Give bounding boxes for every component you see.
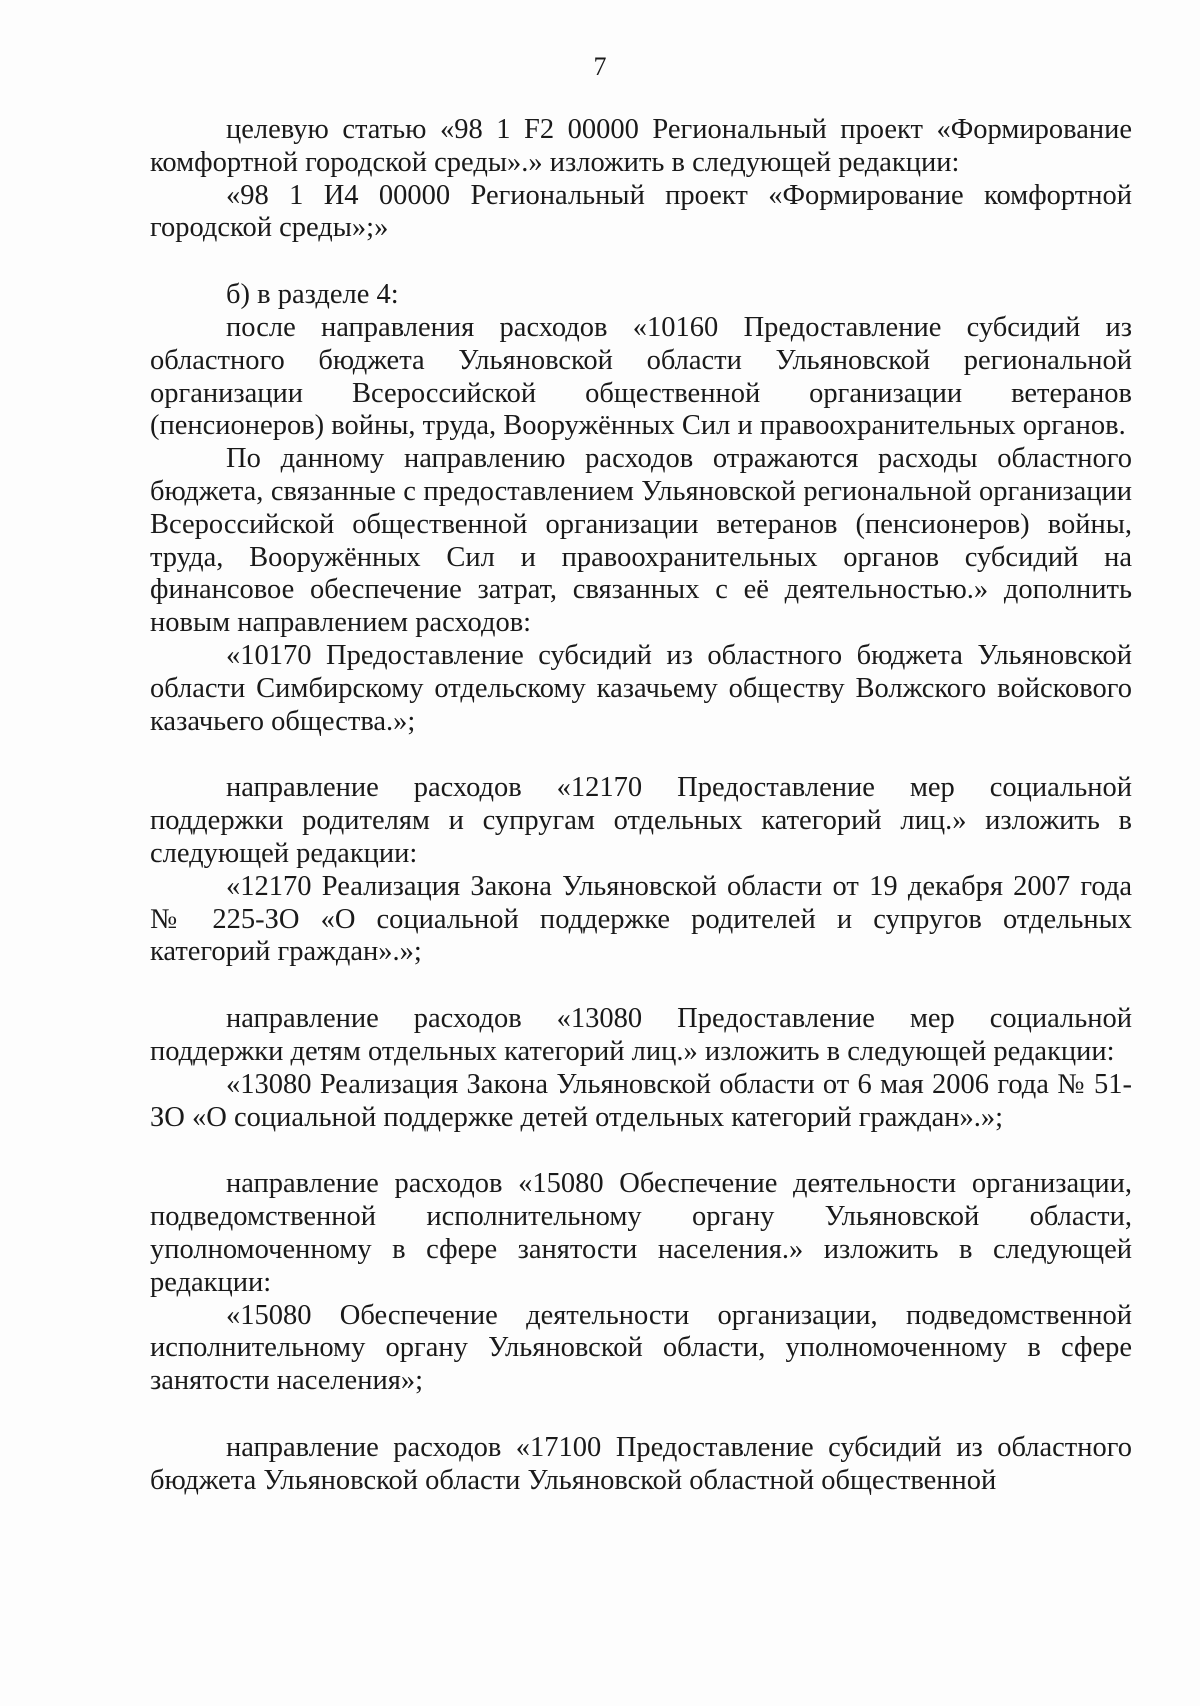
paragraph-target-article-new: «98 1 И4 00000 Региональный проект «Формирование комфортной городской среды»;»: [150, 179, 1132, 244]
paragraph-15080-old: направление расходов «15080 Обеспечение деятельности организации, подведомственной исполнительному органу Ульяновской области, уполномоченному в сфере занятости населения.» изложить в следующей редакции:: [150, 1168, 1132, 1298]
paragraph-13080-new: «13080 Реализация Закона Ульяновской области от 6 мая 2006 года № 51-ЗО «О социальной поддержке детей отдельных категорий граждан».»;: [150, 1068, 1132, 1133]
document-body: [150, 114, 1132, 1497]
paragraph-target-article: целевую статью «98 1 F2 00000 Региональный проект «Формирование комфортной городской среды».» изложить в следующей редакции:: [150, 114, 1132, 178]
paragraph-10170-new: «10170 Предоставление субсидий из областного бюджета Ульяновской области Симбирскому отдельскому казачьему обществу Волжского войскового казачьего общества.»;: [150, 639, 1132, 737]
paragraph-12170-old: направление расходов «12170 Предоставление мер социальной поддержки родителям и супругам отдельных категорий лиц.» изложить в следующей редакции:: [150, 772, 1132, 869]
paragraph-10160-description: По данному направлению расходов отражаются расходы областного бюджета, связанные с предоставлением Ульяновской региональной организации Всероссийской общественной организации ветеранов (пенсионеров) войны, труда, Вооружённых Сил и правоохранительных органов субсидий на финансовое обеспечение затрат, связанных с её деятельностью.» дополнить новым направлением расходов:: [150, 443, 1132, 639]
paragraph-13080-old: направление расходов «13080 Предоставление мер социальной поддержки детям отдельных категорий лиц.» изложить в следующей редакции:: [150, 1003, 1132, 1067]
paragraph-17100: направление расходов «17100 Предоставление субсидий из областного бюджета Ульяновской области Ульяновской областной общественной: [150, 1431, 1132, 1496]
paragraph-after-10160: после направления расходов «10160 Предоставление субсидий из областного бюджета Ульяновской области Ульяновской региональной организации Всероссийской общественной организации ветеранов (пенсионеров) войны, труда, Вооружённых Сил и правоохранительных органов.: [150, 311, 1132, 442]
paragraph-15080-new: «15080 Обеспечение деятельности организации, подведомственной исполнительному органу Ульяновской области, уполномоченному в сфере занятости населения»;: [150, 1299, 1132, 1397]
paragraph-section-4-heading: б) в разделе 4:: [226, 279, 399, 311]
paragraph-12170-new: «12170 Реализация Закона Ульяновской области от 19 декабря 2007 года № 225-ЗО «О социальной поддержке родителей и супругов отдельных категорий граждан».»;: [150, 870, 1132, 968]
page-number: 7: [593, 52, 607, 81]
